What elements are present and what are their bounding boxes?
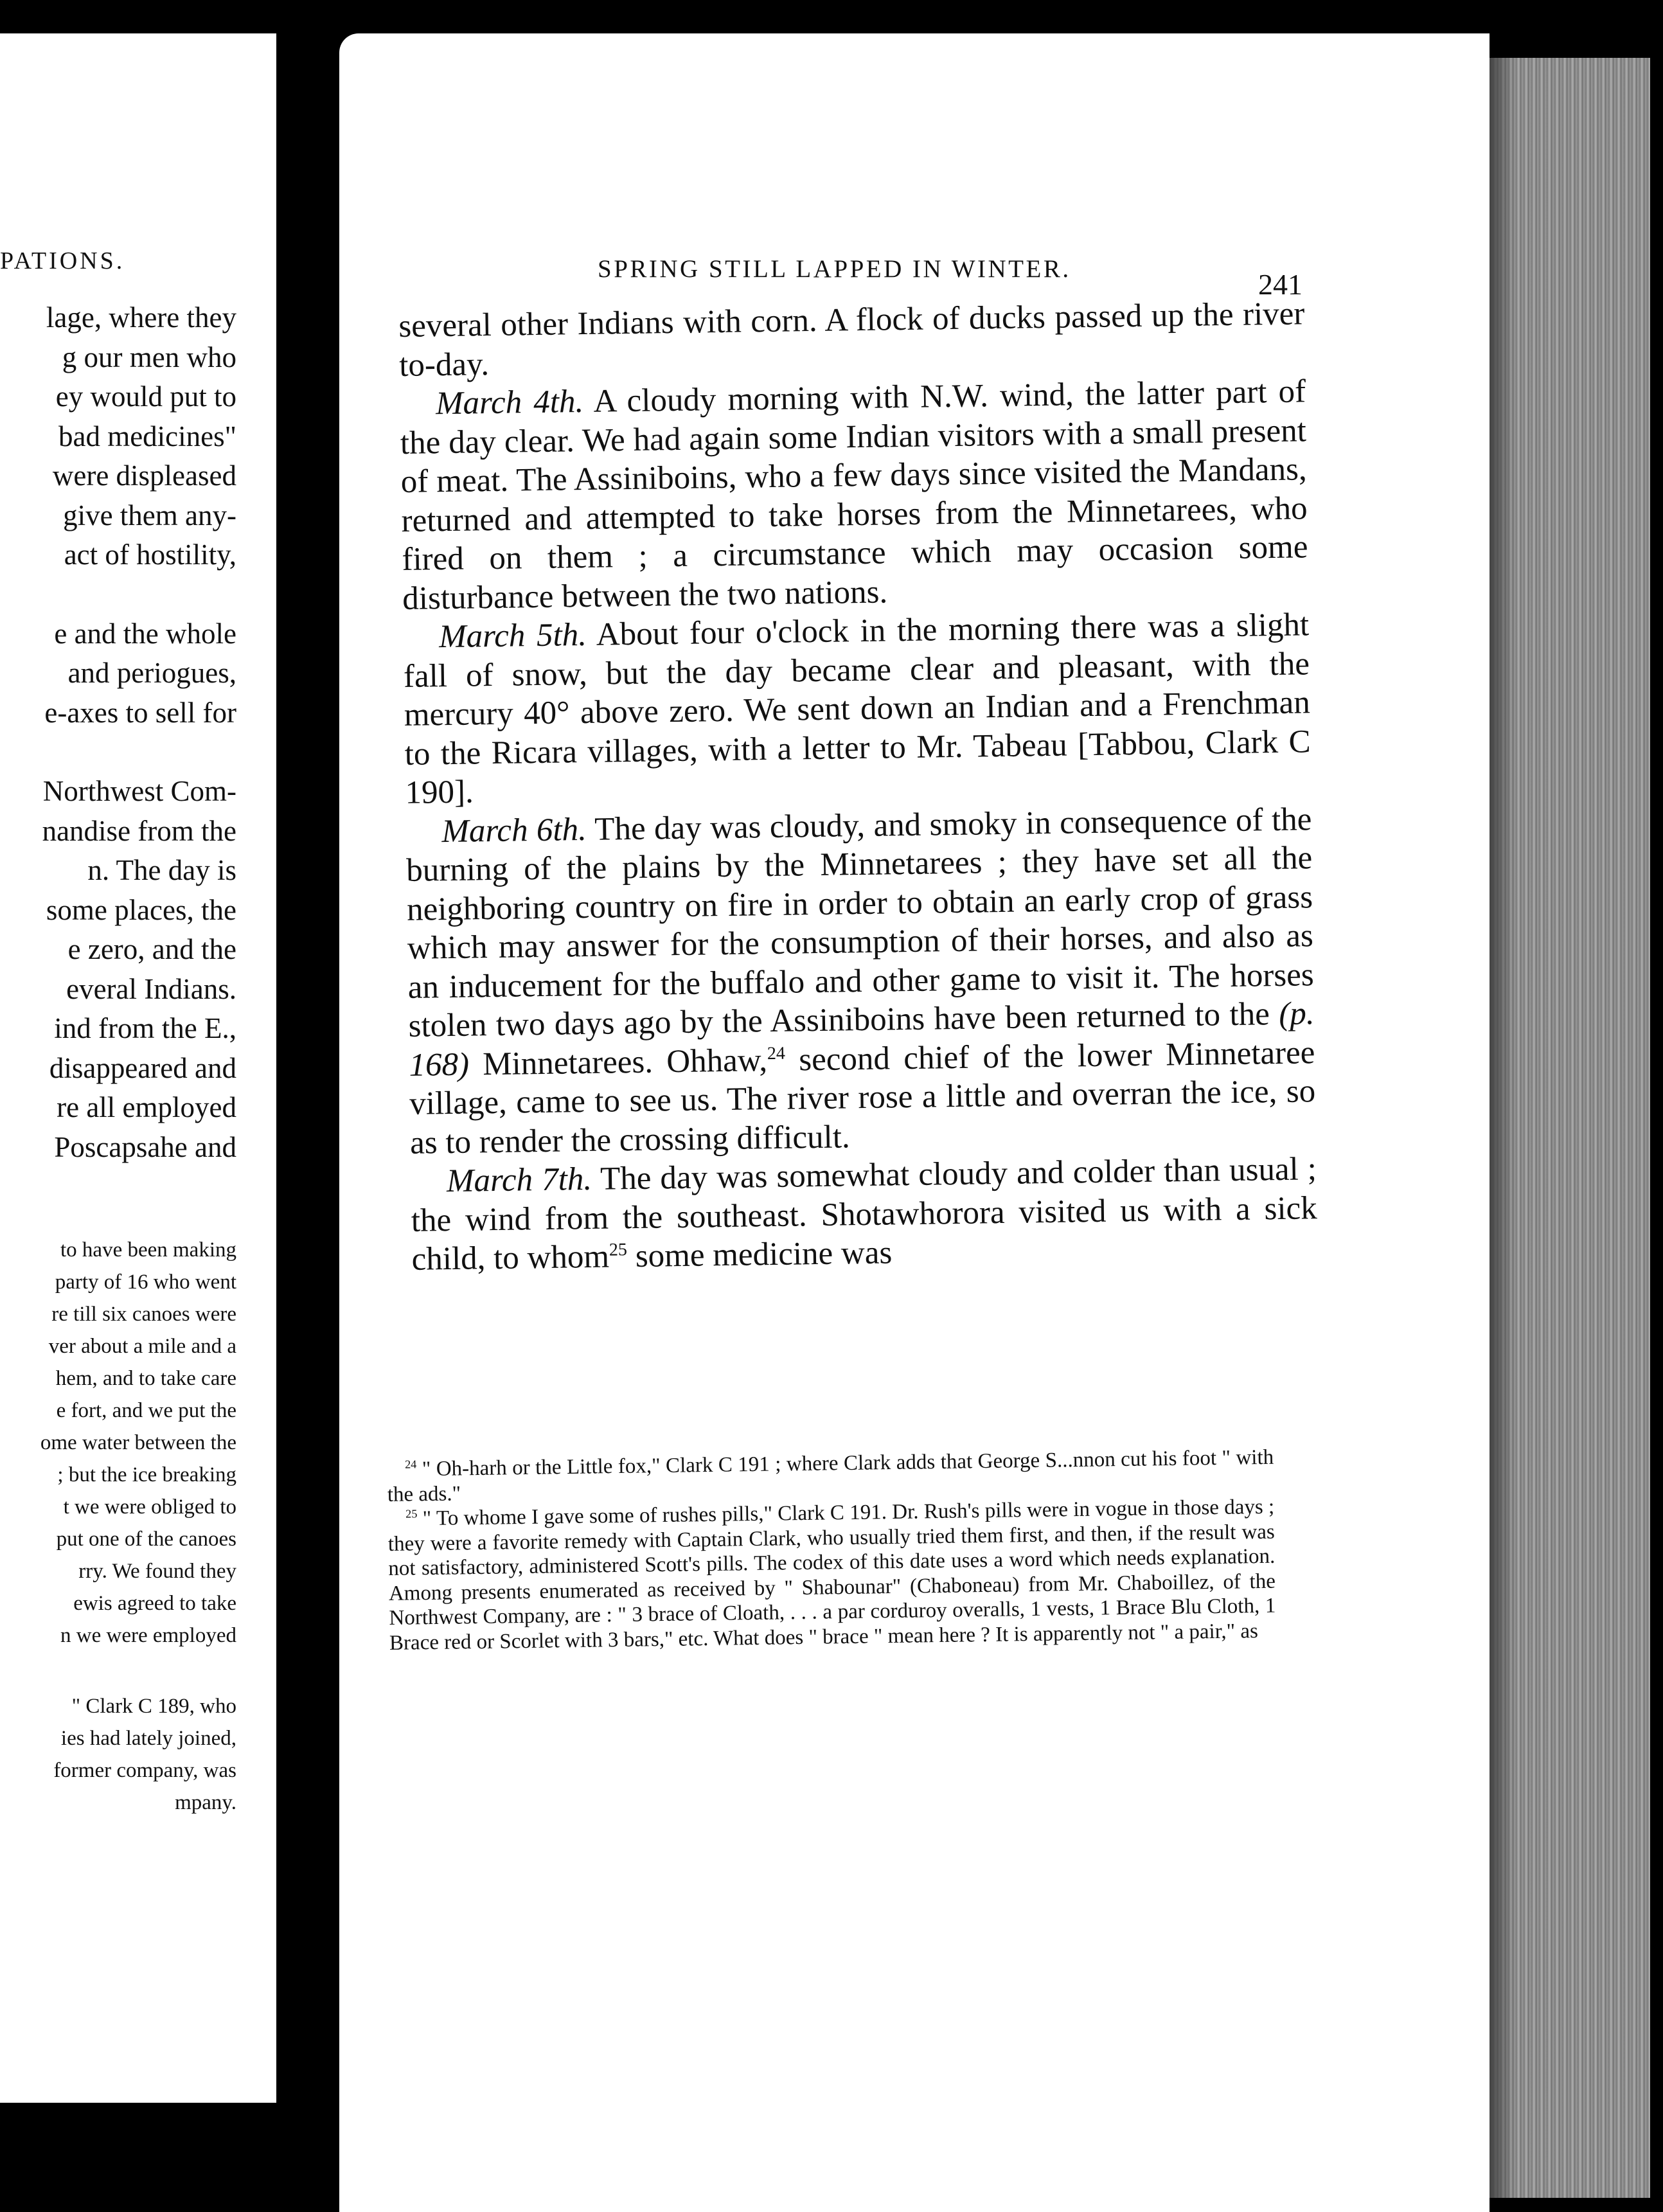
text-line: disappeared and: [49, 1051, 236, 1084]
entry-text: About four o'clock in the morning there was a slight fall of snow, but the day became clear and pleasant, with the mercury 40° above zero. We sent down an Indian and a Frenchman to the Ricara villages, with a letter to Mr. Tabeau [Tabbou, Clark C 190].: [403, 607, 1311, 811]
text-line: ewis agreed to take: [73, 1592, 236, 1615]
entry-march-4: [400, 372, 1309, 618]
text-line: everal Indians.: [66, 972, 236, 1005]
text-line: e-axes to sell for: [44, 696, 236, 729]
original-page-ref: (p. 168): [409, 995, 1315, 1084]
text-line: to have been making: [60, 1238, 236, 1262]
line-gap: [0, 575, 236, 614]
text-line: mpany.: [175, 1791, 236, 1814]
text-line: were displeased: [52, 459, 236, 492]
body-text: [398, 294, 1318, 1279]
entry-march-7: [411, 1150, 1318, 1279]
entry-text: some medicine was: [627, 1235, 893, 1275]
text-line: some places, the: [46, 893, 236, 926]
paragraph-continuation: several other Indians with corn. A flock of ducks passed up the river to-day.: [398, 296, 1305, 384]
left-body-text: [0, 298, 236, 1167]
text-line: ind from the E.,: [54, 1012, 236, 1044]
text-line: " Clark C 189, who: [71, 1695, 236, 1718]
text-line: former company, was: [53, 1759, 236, 1782]
text-line: Poscapsahe and: [54, 1130, 236, 1163]
entry-date: March 4th.: [435, 383, 584, 422]
text-line: re till six canoes were: [51, 1303, 236, 1326]
entry-march-6: [405, 800, 1316, 1163]
left-footnotes: [0, 1234, 236, 1819]
footnote-ref: 24: [767, 1043, 786, 1064]
text-line: n. The day is: [87, 854, 236, 886]
entry-text: second chief of the lower Minnetaree village, came to see us. The river rose a little and overran the ice, so as to render the crossing difficult.: [409, 1034, 1316, 1161]
line-gap: [0, 1652, 236, 1690]
page-edge-shadow: [1490, 58, 1515, 2198]
text-line: put one of the canoes: [56, 1528, 236, 1551]
text-line: ey would put to: [55, 380, 236, 413]
text-line: t we were obliged to: [63, 1495, 236, 1519]
text-line: nandise from the: [42, 814, 236, 847]
footnotes: [387, 1445, 1276, 1655]
entry-text: A cloudy morning with N.W. wind, the latter part of the day clear. We had again some Indian visitors with a small present of meat. The Assiniboins, who a few days since visited the Mandans, returned and attempted to take horses from the Minnetarees, who fired on them ; a circumstance which may occasion some disturbance between the two nations.: [400, 373, 1308, 617]
text-line: lage, where they: [46, 301, 236, 334]
entry-date: March 7th.: [446, 1161, 592, 1200]
text-line: give them any-: [63, 499, 236, 531]
entry-date: March 5th.: [438, 616, 587, 656]
text-line: rry. We found they: [78, 1560, 236, 1583]
page-number: 241: [1258, 268, 1303, 301]
text-line: act of hostility,: [64, 539, 236, 571]
footnote-text: " To whome I gave some of rushes pills," Clark C 191. Dr. Rush's pills were in vogue in those days ; they were a favorite remedy with Captain Clark, who usually tried them first, and then, if the result was not satisfactory, administered Scott's pills. The codex of this date uses a word which needs explanation. Among presents enumerated as received by " Shabounar" (Chaboneau) from Mr. Chaboillez, of the Northwest Company, are : " 3 brace of Cloath, . . . a par corduroy overalls, 1 vests, 1 Brace Blu Cloth, 1 Brace red or Scorlet with 3 bars," etc. What does " brace " mean here ? It is apparently not " a pair," as: [387, 1495, 1276, 1655]
text-line: re all employed: [57, 1091, 236, 1123]
running-head: SPRING STILL LAPPED IN WINTER.: [598, 255, 1071, 283]
entry-march-5: [403, 605, 1312, 812]
footnote-25: [387, 1495, 1276, 1655]
text-line: and periogues,: [67, 657, 236, 689]
facing-page: [0, 33, 314, 2103]
footnote-number: 24: [405, 1458, 417, 1471]
text-line: e zero, and the: [67, 933, 236, 965]
text-line: party of 16 who went: [55, 1271, 236, 1294]
text-line: ver about a mile and a: [48, 1335, 236, 1358]
text-line: ome water between the: [40, 1431, 236, 1454]
text-line: e fort, and we put the: [56, 1399, 236, 1422]
entry-text: The day was cloudy, and smoky in consequence of the burning of the plains by the Minnetarees ; they have set all the neighboring country on fire in order to obtain an early crop of grass which may answer for the consumption of their horses, and also as an inducement for the buffalo and other game to visit it. The horses stolen two days ago by the Assiniboins have been returned to the: [405, 801, 1315, 1044]
text-line: ies had lately joined,: [60, 1727, 236, 1750]
text-line: e and the whole: [54, 617, 236, 650]
text-line: bad medicines": [58, 420, 236, 452]
footnote-number: 25: [405, 1507, 418, 1521]
line-gap: [0, 733, 236, 772]
entry-text: The day was somewhat cloudy and colder than usual ; the wind from the southeast. Shotawhorora visited us with a sick child, to whom: [411, 1151, 1318, 1278]
entry-date: March 6th.: [441, 811, 587, 850]
book-gutter: [276, 0, 341, 2211]
text-line: hem, and to take care: [55, 1367, 236, 1390]
left-running-head: PATIONS.: [0, 247, 125, 274]
entry-text: Minnetarees. Ohhaw,: [468, 1042, 768, 1083]
footnote-ref: 25: [609, 1240, 628, 1260]
text-line: n we were employed: [60, 1624, 236, 1647]
text-line: ; but the ice breaking: [57, 1463, 236, 1486]
footnote-text: " Oh-harh or the Little fox," Clark C 191 ; where Clark adds that George S...nnon cut his foot " with the ads.": [387, 1445, 1274, 1506]
text-line: g our men who: [62, 341, 236, 373]
text-line: Northwest Com-: [42, 775, 236, 807]
